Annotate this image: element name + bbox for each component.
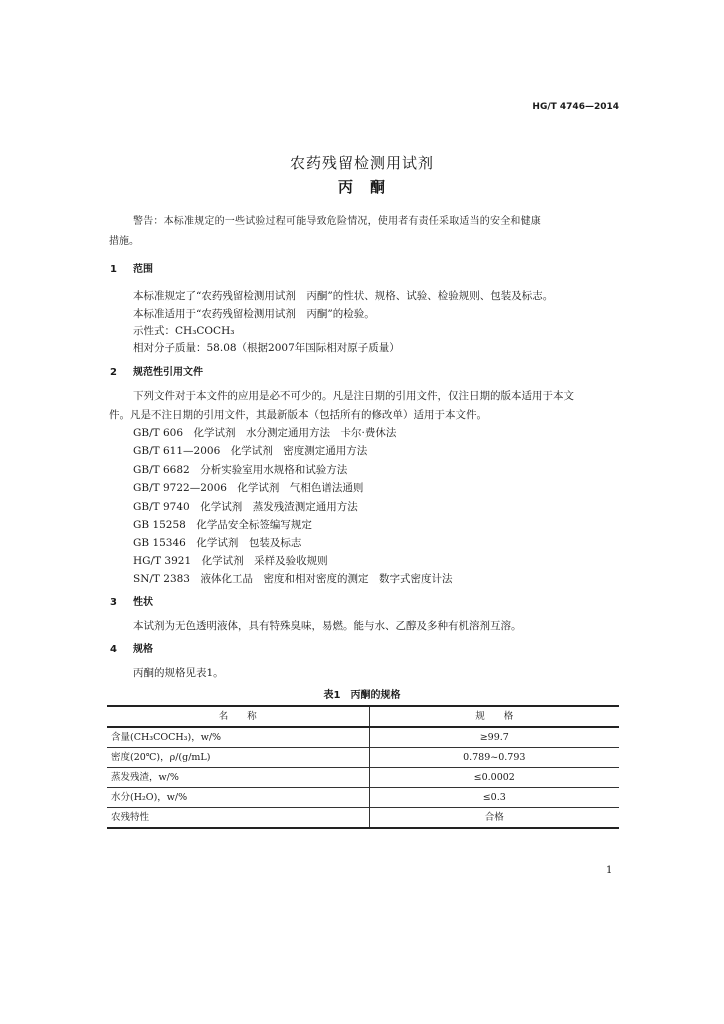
section-2-title: 规范性引用文件: [133, 367, 203, 378]
table-header-row: [107, 706, 619, 727]
spec-table: [107, 705, 619, 829]
section-2-intro-line-1: 下列文件对于本文件的应用是必不可少的。凡是注日期的引用文件，仅注日期的版本适用于本文: [133, 390, 574, 402]
table-row: [107, 788, 619, 808]
document-subtitle: 丙 酮: [337, 178, 386, 196]
warning-line-1: 警告：本标准规定的一些试验过程可能导致危险情况，使用者有责任采取适当的安全和健康: [133, 216, 541, 227]
row-value: ≥99.7: [369, 727, 619, 748]
table-caption: 表1 丙酮的规格: [323, 690, 401, 701]
table-row: [107, 768, 619, 788]
section-1-line: 本标准适用于“农药残留检测用试剂 丙酮”的检验。: [133, 308, 375, 320]
section-1-title: 范围: [133, 264, 153, 275]
standard-code: HG/T 4746—2014: [532, 102, 619, 112]
section-4-text: 丙酮的规格见表1。: [133, 667, 224, 679]
reference-item: SN/T 2383 液体化工品 密度和相对密度的测定 数字式密度计法: [133, 573, 453, 585]
table-row: [107, 808, 619, 829]
reference-item: GB/T 611—2006 化学试剂 密度测定通用方法: [133, 445, 368, 457]
reference-item: HG/T 3921 化学试剂 采样及验收规则: [133, 555, 328, 567]
page-number: 1: [606, 865, 613, 876]
section-1-line: 示性式：CH₃COCH₃: [133, 325, 235, 337]
row-name: 农残特性: [107, 808, 369, 829]
section-1-line: 本标准规定了“农药残留检测用试剂 丙酮”的性状、规格、试验、检验规则、包装及标志。: [133, 290, 554, 302]
section-4-title: 规格: [133, 644, 153, 655]
header-name: 名 称: [107, 706, 369, 727]
reference-item: GB/T 606 化学试剂 水分测定通用方法 卡尔·费休法: [133, 427, 397, 439]
section-2-intro-line-2: 件。凡是不注日期的引用文件，其最新版本（包括所有的修改单）适用于本文件。: [109, 409, 487, 421]
table-row: [107, 748, 619, 768]
section-1-line: 相对分子质量：58.08（根据2007年国际相对原子质量）: [133, 342, 400, 354]
section-1-number: 1: [110, 264, 117, 275]
row-value: 合格: [369, 808, 619, 829]
section-2-number: 2: [110, 367, 117, 378]
section-4-number: 4: [110, 644, 117, 655]
row-value: ≤0.3: [369, 788, 619, 808]
row-name: 水分(H₂O)，w/%: [107, 788, 369, 808]
row-value: 0.789~0.793: [369, 748, 619, 768]
reference-item: GB/T 9740 化学试剂 蒸发残渣测定通用方法: [133, 501, 358, 513]
section-3-title: 性状: [133, 597, 153, 608]
reference-item: GB/T 9722—2006 化学试剂 气相色谱法通则: [133, 482, 364, 494]
reference-item: GB/T 6682 分析实验室用水规格和试验方法: [133, 464, 348, 476]
table-row: [107, 727, 619, 748]
warning-line-2: 措施。: [109, 236, 139, 247]
document-title: 农药残留检测用试剂: [289, 154, 434, 172]
row-name: 蒸发残渣，w/%: [107, 768, 369, 788]
header-spec: 规 格: [369, 706, 619, 727]
section-3-text: 本试剂为无色透明液体，具有特殊臭味，易燃。能与水、乙醇及多种有机溶剂互溶。: [133, 620, 522, 632]
reference-item: GB 15258 化学品安全标签编写规定: [133, 519, 312, 531]
reference-item: GB 15346 化学试剂 包装及标志: [133, 537, 302, 549]
row-value: ≤0.0002: [369, 768, 619, 788]
row-name: 含量(CH₃COCH₃)，w/%: [107, 727, 369, 748]
row-name: 密度(20℃)，ρ/(g/mL): [107, 748, 369, 768]
section-3-number: 3: [110, 597, 117, 608]
